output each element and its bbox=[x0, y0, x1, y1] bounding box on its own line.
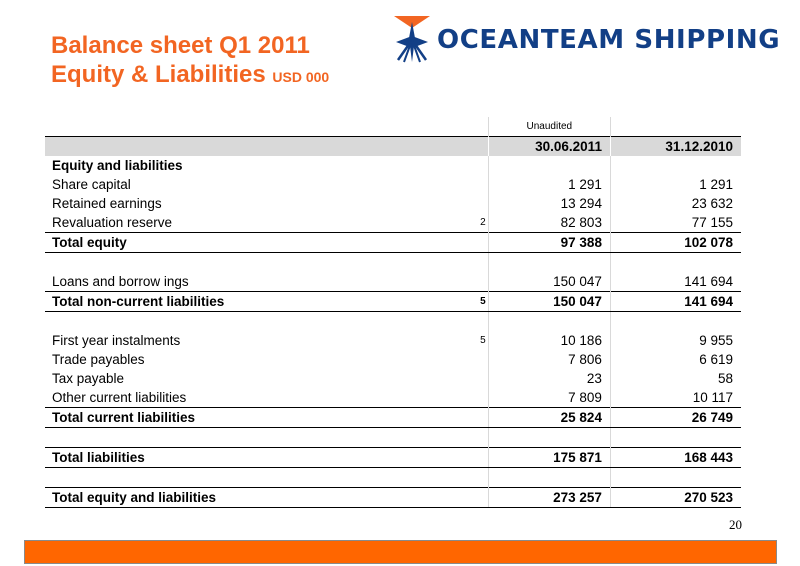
row-label: Tax payable bbox=[52, 371, 125, 386]
value-2010: 168 443 bbox=[610, 448, 741, 468]
company-name: OCEANTEAM SHIPPING bbox=[437, 25, 781, 55]
table-row bbox=[45, 175, 741, 194]
spacer-row bbox=[45, 468, 741, 488]
row-label: Loans and borrow ings bbox=[52, 274, 189, 289]
value-2010: 77 155 bbox=[610, 213, 741, 233]
value-2010: 6 619 bbox=[610, 350, 741, 369]
row-label: Revaluation reserve bbox=[52, 215, 173, 230]
total-row bbox=[45, 292, 741, 312]
table-row bbox=[45, 272, 741, 292]
spacer-row bbox=[45, 253, 741, 273]
value-2011: 10 186 bbox=[488, 331, 610, 350]
total-row bbox=[45, 408, 741, 428]
table-row bbox=[45, 369, 741, 388]
total-row bbox=[45, 448, 741, 468]
row-label: Total equity bbox=[45, 233, 480, 253]
unaudited-row bbox=[45, 117, 741, 137]
value-2010: 1 291 bbox=[610, 175, 741, 194]
row-label: Total non-current liabilities bbox=[45, 292, 480, 312]
total-row bbox=[45, 233, 741, 253]
title-line-2 bbox=[51, 60, 329, 92]
row-note bbox=[480, 272, 488, 292]
row-label: Total equity and liabilities bbox=[45, 488, 480, 508]
company-logo bbox=[392, 14, 781, 64]
column-header-row bbox=[45, 137, 741, 157]
row-label: Retained earnings bbox=[52, 196, 162, 211]
value-2011: 7 809 bbox=[488, 388, 610, 408]
unaudited-label: Unaudited bbox=[488, 117, 610, 137]
value-2010: 141 694 bbox=[610, 292, 741, 312]
value-2011: 150 047 bbox=[488, 292, 610, 312]
balance-sheet-table bbox=[45, 117, 741, 508]
value-2010: 26 749 bbox=[610, 408, 741, 428]
value-2011: 13 294 bbox=[488, 194, 610, 213]
row-label: Total liabilities bbox=[45, 448, 480, 468]
footer-bar bbox=[24, 540, 777, 564]
title-unit: USD 000 bbox=[272, 69, 330, 85]
value-2010: 102 078 bbox=[610, 233, 741, 253]
row-note bbox=[480, 194, 488, 213]
row-note bbox=[480, 233, 488, 253]
row-note: 5 bbox=[480, 335, 486, 346]
value-2011: 7 806 bbox=[488, 350, 610, 369]
title-line-1: Balance sheet Q1 2011 bbox=[51, 32, 310, 59]
spacer-row bbox=[45, 428, 741, 448]
table-row bbox=[45, 213, 741, 233]
row-label: Other current liabilities bbox=[52, 390, 187, 405]
section-title-row bbox=[45, 156, 741, 175]
table-row bbox=[45, 388, 741, 408]
row-note bbox=[480, 350, 488, 369]
value-2011: 25 824 bbox=[488, 408, 610, 428]
title-line-2-text: Equity & Liabilities bbox=[51, 61, 266, 88]
slide-title bbox=[51, 31, 329, 92]
section-title: Equity and liabilities bbox=[52, 158, 183, 173]
col-header-2011: 30.06.2011 bbox=[488, 137, 610, 157]
page-number: 20 bbox=[729, 517, 742, 532]
value-2010: 23 632 bbox=[610, 194, 741, 213]
spacer-row bbox=[45, 312, 741, 332]
table-row bbox=[45, 350, 741, 369]
value-2011: 23 bbox=[488, 369, 610, 388]
row-note bbox=[480, 388, 488, 408]
value-2011: 150 047 bbox=[488, 272, 610, 292]
value-2010: 10 117 bbox=[610, 388, 741, 408]
value-2010: 58 bbox=[610, 369, 741, 388]
row-label: Share capital bbox=[52, 177, 131, 192]
value-2011: 175 871 bbox=[488, 448, 610, 468]
row-note bbox=[480, 448, 488, 468]
value-2010: 270 523 bbox=[610, 488, 741, 508]
row-note bbox=[480, 369, 488, 388]
row-label: Trade payables bbox=[52, 352, 145, 367]
row-note: 2 bbox=[480, 217, 486, 228]
row-label: First year instalments bbox=[52, 333, 181, 348]
compass-star-icon bbox=[392, 14, 432, 64]
value-2011: 273 257 bbox=[488, 488, 610, 508]
row-note bbox=[480, 175, 488, 194]
row-label: Total current liabilities bbox=[45, 408, 480, 428]
value-2010: 141 694 bbox=[610, 272, 741, 292]
table-row bbox=[45, 194, 741, 213]
row-note bbox=[480, 408, 488, 428]
value-2010: 9 955 bbox=[610, 331, 741, 350]
col-header-2010: 31.12.2010 bbox=[610, 137, 741, 157]
row-note: 5 bbox=[480, 292, 488, 312]
row-note bbox=[480, 488, 488, 508]
value-2011: 97 388 bbox=[488, 233, 610, 253]
value-2011: 82 803 bbox=[488, 213, 610, 233]
table-row bbox=[45, 331, 741, 350]
value-2011: 1 291 bbox=[488, 175, 610, 194]
total-row bbox=[45, 488, 741, 508]
